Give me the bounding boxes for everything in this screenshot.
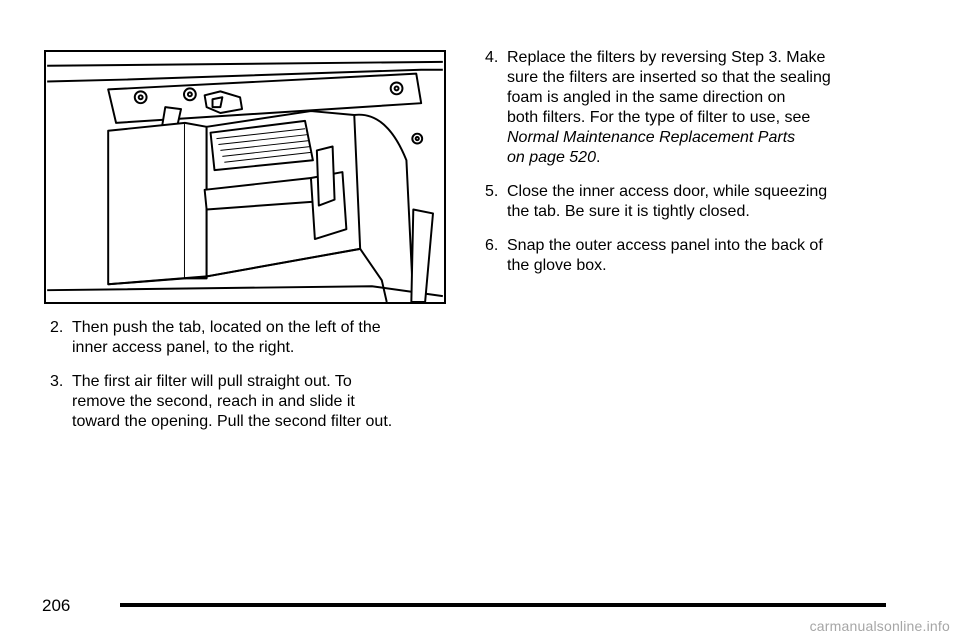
filter-diagram-svg	[46, 52, 444, 302]
footer-divider	[120, 603, 886, 607]
step-2	[50, 318, 460, 358]
watermark-text: carmanualsonline.info	[809, 618, 950, 634]
instructions-left-column	[50, 318, 460, 446]
step-number: 3.	[50, 373, 64, 390]
step-number: 5.	[485, 183, 499, 200]
cross-reference-link[interactable]: Normal Maintenance Replacement Parts	[507, 129, 796, 146]
instructions-right-column	[485, 48, 915, 290]
step-3	[50, 372, 460, 432]
step-text: Replace the filters by reversing Step 3. Make sure the filters are inserted so that the sealing foam is angled in the same direction on both filters. For the type of filter to use, see Normal Maintenance Replacement Parts on page 520.	[507, 49, 831, 166]
glove-box-filter-illustration	[44, 50, 446, 304]
step-6	[485, 236, 915, 276]
step-number: 2.	[50, 319, 64, 336]
step-text: Close the inner access door, while squeezing the tab. Be sure it is tightly closed.	[507, 183, 828, 220]
step-number: 6.	[485, 237, 499, 254]
step-text: Snap the outer access panel into the back of the glove box.	[507, 237, 823, 274]
step-text: Then push the tab, located on the left of the inner access panel, to the right.	[72, 319, 381, 356]
step-text: The first air filter will pull straight out. To remove the second, reach in and slide it toward the opening. Pull the second filter out.	[72, 373, 393, 430]
step-5	[485, 182, 915, 222]
page-number: 206	[42, 596, 71, 615]
step-4	[485, 48, 915, 168]
cross-reference-page-link[interactable]: on page 520	[507, 149, 596, 166]
step-number: 4.	[485, 49, 499, 66]
